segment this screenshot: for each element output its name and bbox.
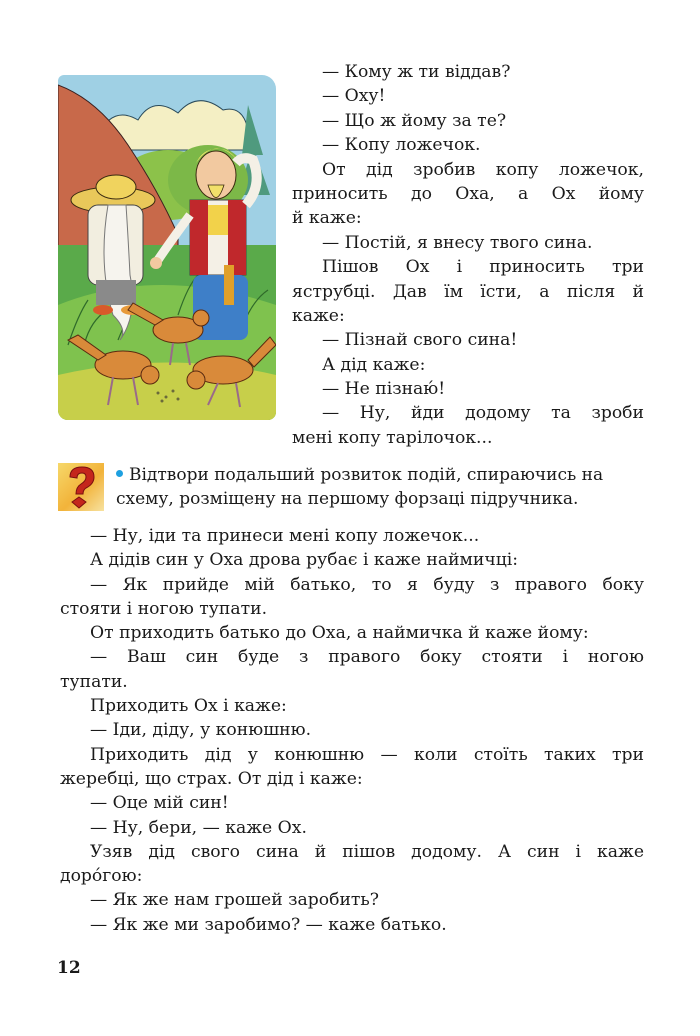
- text-line: — Іди, діду, у конюшню.: [90, 720, 312, 741]
- text-line: приносить до Оха, а Ох йому: [292, 183, 644, 204]
- text-line: А дідів син у Оха дрова рубає і каже наймичці:: [90, 550, 519, 571]
- text-line: От приходить батько до Оха, а наймичка й каже йому:: [90, 623, 589, 644]
- text-line: мені копу тарілочок...: [292, 427, 493, 448]
- story-illustration: [58, 75, 276, 420]
- page-number: 12: [57, 958, 81, 978]
- text-line: — Не пізнаю́!: [322, 379, 446, 400]
- text-line: Приходить дід у конюшню — коли стоїть таких три: [90, 744, 644, 765]
- text-line: — Як прийде мій батько, то я буду з правого боку: [90, 574, 644, 595]
- text-line: — Як же нам грошей заробить?: [90, 890, 379, 911]
- text-line: — Ну, іди та принеси мені копу ложечок...: [90, 526, 480, 546]
- text-line: доро́гою:: [60, 866, 143, 887]
- text-line: — Що ж йому за те?: [322, 110, 507, 131]
- text-line: каже:: [292, 305, 345, 326]
- text-line: От дід зробив копу ложечок,: [322, 159, 644, 180]
- text-line: — Копу ложечок.: [322, 135, 481, 156]
- text-line: — Ну, бери, — каже Ох.: [90, 817, 307, 838]
- text-line: Приходить Ох і каже:: [90, 696, 287, 717]
- question-task: [58, 463, 648, 513]
- question-text: [116, 463, 700, 511]
- text-line: — Як же ми заробимо? — каже батько.: [90, 914, 447, 935]
- illustration-image: [58, 75, 276, 420]
- text-line: А дід каже:: [322, 354, 426, 375]
- text-line: — Пізнай свого сина!: [322, 330, 518, 351]
- text-line: яструбці. Дав їм їсти, а після й: [292, 281, 644, 302]
- question-line: схему, розміщену на першому форзаці підручника.: [116, 489, 579, 509]
- text-line: стояти і ногою тупати.: [60, 598, 268, 619]
- text-line: Пішов Ох і приносить три: [322, 257, 644, 278]
- text-line: — Кому ж ти віддав?: [322, 62, 511, 82]
- bullet-icon: [116, 470, 123, 477]
- text-line: Узяв дід свого сина й пішов додому. А син і каже: [90, 841, 644, 862]
- text-line: — Оху!: [322, 86, 386, 107]
- text-line: — Ваш син буде з правого боку стояти і ногою: [90, 647, 644, 668]
- text-line: — Постій, я внесу твого сина.: [322, 232, 593, 253]
- text-line: — Ну, йди додому та зроби: [322, 403, 644, 424]
- question-line: Відтвори подальший розвиток подій, спираючись на: [116, 463, 700, 487]
- main-text: [60, 524, 644, 937]
- question-mark-icon: [58, 463, 104, 511]
- text-line: тупати.: [60, 671, 128, 692]
- text-line: й каже:: [292, 208, 362, 229]
- text-line: жеребці, що страх. От дід і каже:: [60, 768, 363, 789]
- text-line: — Оце мій син!: [90, 793, 229, 814]
- right-column-text: [292, 60, 644, 450]
